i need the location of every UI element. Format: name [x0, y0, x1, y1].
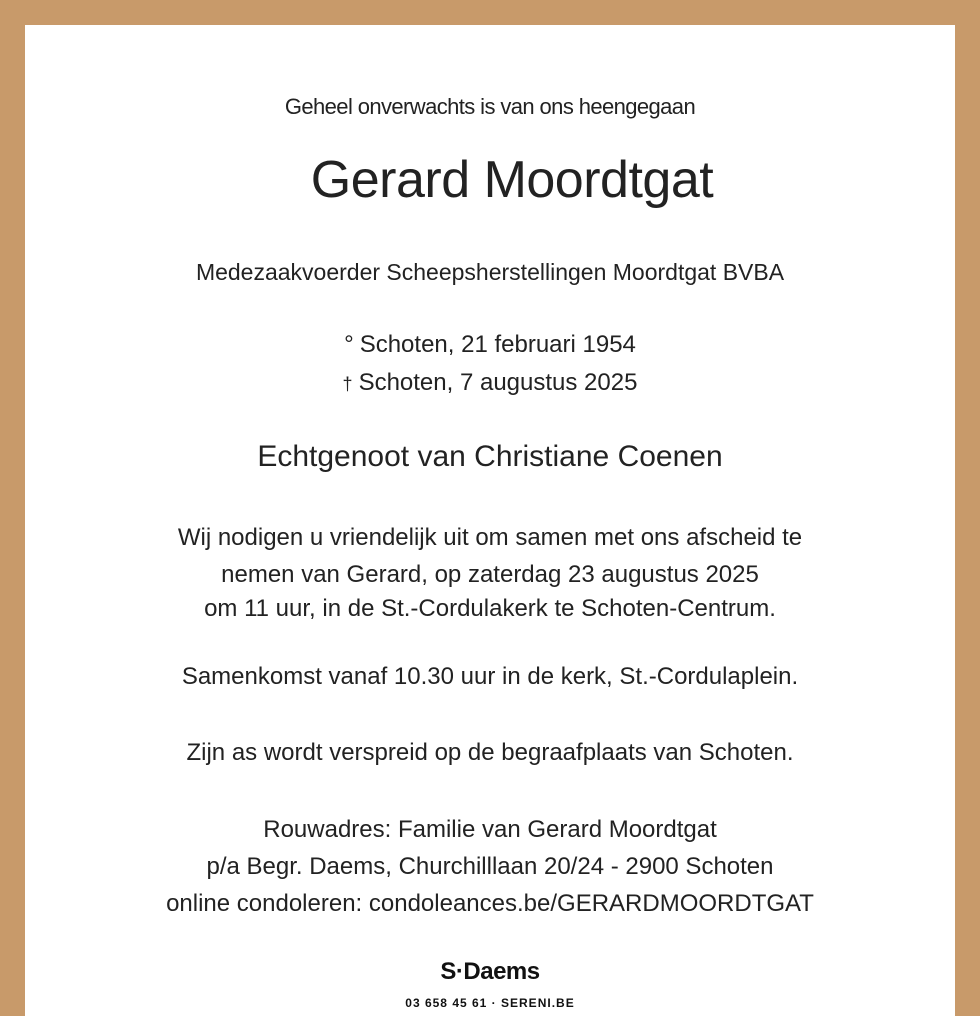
deceased-name: Gerard Moordtgat — [310, 151, 714, 209]
address-line-1: Rouwadres: Familie van Gerard Moordtgat — [263, 816, 717, 843]
birth-symbol: ° — [344, 331, 354, 358]
death-date: Schoten, 7 augustus 2025 — [358, 369, 638, 396]
address-line-3: online condoleren: condoleances.be/GERARDMOORDTGAT — [166, 890, 814, 917]
deceased-role: Medezaakvoerder Scheepsherstellingen Moordtgat BVBA — [195, 259, 785, 285]
ashes-text: Zijn as wordt verspreid op de begraafplaats van Schoten. — [186, 739, 794, 766]
birth-line — [0, 331, 980, 359]
intro-text: Geheel onverwachts is van ons heengegaan — [284, 94, 696, 119]
birth-date: Schoten, 21 februari 1954 — [359, 331, 636, 358]
death-line — [0, 369, 980, 397]
footer-contact: 03 658 45 61 · SERENI.BE — [405, 996, 575, 1010]
spouse-text: Echtgenoot van Christiane Coenen — [257, 440, 723, 473]
cross-icon: † — [342, 374, 353, 394]
daems-logo: S·Daems — [440, 958, 540, 985]
address-line-2: p/a Begr. Daems, Churchilllaan 20/24 - 2900 Schoten — [206, 853, 774, 880]
invitation-line-3: om 11 uur, in de St.-Cordulakerk te Schoten-Centrum. — [204, 595, 776, 622]
invitation-line-2: nemen van Gerard, op zaterdag 23 augustus 2025 — [221, 561, 759, 588]
invitation-line-1: Wij nodigen u vriendelijk uit om samen met ons afscheid te — [177, 524, 803, 551]
gathering-text: Samenkomst vanaf 10.30 uur in de kerk, St.-Cordulaplein. — [181, 663, 799, 690]
